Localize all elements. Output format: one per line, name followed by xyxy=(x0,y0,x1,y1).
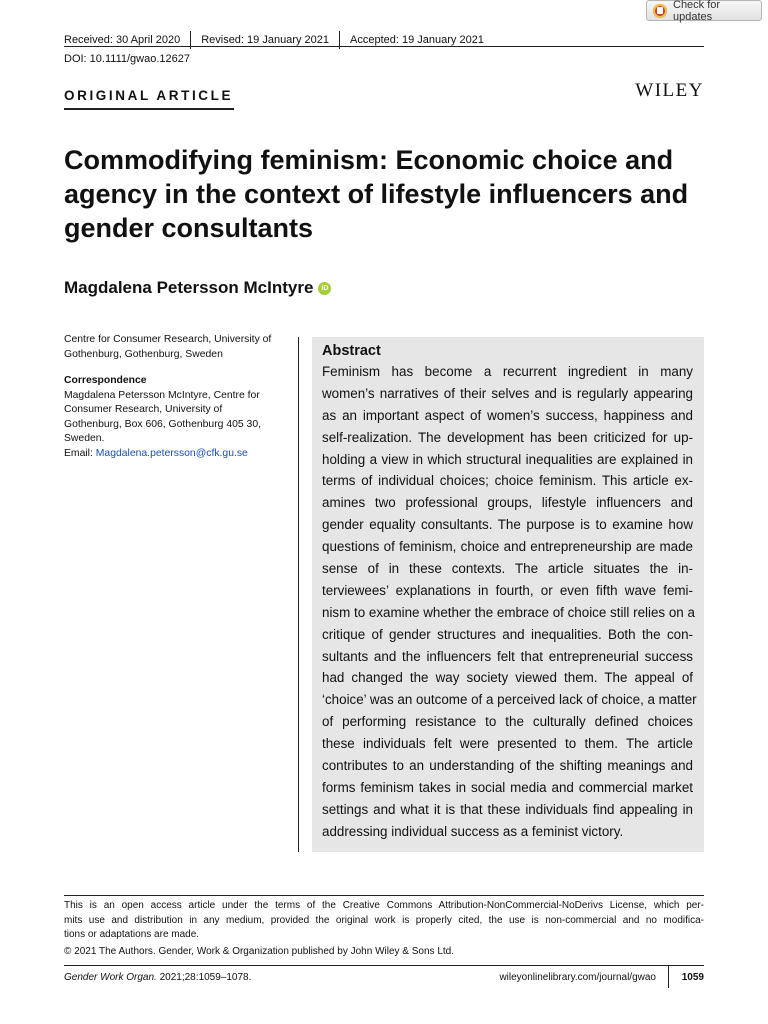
abstract-line: critique of gender structures and inequalities. Both the con- xyxy=(322,626,693,642)
journal-url[interactable]: wileyonlinelibrary.com/journal/gwao xyxy=(499,972,656,983)
abstract-line: holding a view in which structural inequalities are explained in xyxy=(322,451,693,467)
check-for-updates-button[interactable] xyxy=(646,0,762,21)
abstract-line: contributes to an understanding of the shifting meanings and xyxy=(322,758,693,774)
abstract-line: women’s narratives of their selves and is regularly appearing xyxy=(322,385,693,401)
affiliation xyxy=(64,333,292,362)
citation-details: 2021;28:1059–1078. xyxy=(156,972,252,983)
header-rule xyxy=(64,46,704,47)
correspondence xyxy=(64,374,292,461)
abstract-line: sense of in these contexts. The article situates the in- xyxy=(322,561,693,577)
footer-rule xyxy=(64,965,704,966)
abstract-line: sultants and the influencers felt that entrepreneurial success xyxy=(322,648,693,664)
abstract-line: Feminism has become a recurrent ingredient in many xyxy=(322,364,693,379)
correspondence-line: Sweden. xyxy=(64,433,105,444)
correspondence-line: Gothenburg, Box 606, Gothenburg 405 30, xyxy=(64,418,261,430)
license-line: This is an open access article under the terms of the Creative Commons Attribution-NonCommercial-NoDerivs License, which per- xyxy=(64,900,704,911)
author-info-column xyxy=(64,333,292,473)
abstract-line: these individuals felt were presented to them. The article xyxy=(322,736,693,752)
abstract-line: had changed the way society viewed them. The appeal of xyxy=(322,670,693,686)
title-line: agency in the context of lifestyle influencers and xyxy=(64,179,689,209)
abstract-line: nism to examine whether the embrace of choice still relies on a xyxy=(322,604,695,620)
publisher-logo: WILEY xyxy=(635,80,704,101)
column-divider xyxy=(298,337,299,852)
copyright: © 2021 The Authors. Gender, Work & Organization published by John Wiley & Sons Ltd. xyxy=(64,946,454,957)
affiliation-line: Gothenburg, Gothenburg, Sweden xyxy=(64,348,223,360)
article-type: ORIGINAL ARTICLE xyxy=(64,88,234,103)
abstract-line: self-realization. The development has been criticized for up- xyxy=(322,429,693,445)
correspondence-line: Consumer Research, University of xyxy=(64,404,223,415)
journal-citation xyxy=(64,972,251,983)
page-number: 1059 xyxy=(681,972,704,983)
footer-rule xyxy=(64,895,704,896)
abstract-line: settings and what it is that these individuals find appealing in xyxy=(322,801,693,817)
doi[interactable]: DOI: 10.1111/gwao.12627 xyxy=(64,53,190,65)
email-link[interactable]: Magdalena.petersson@cfk.gu.se xyxy=(95,447,248,459)
received-date: Received: 30 April 2020 xyxy=(64,34,181,46)
abstract-line: terviewees’ explanations in fourth, or even fifth wave femi- xyxy=(322,582,693,598)
abstract-line: ‘choice’ was an outcome of a perceived lack of choice, a matter xyxy=(322,692,697,708)
title-line: Commodifying feminism: Economic choice and xyxy=(64,145,674,175)
license-line: mits use and distribution in any medium, provided the original work is properly cited, the use is non-commercial and no modifica- xyxy=(64,914,704,926)
license-line: tions or adaptations are made. xyxy=(64,929,200,940)
abstract-line: addressing individual success as a feminist victory. xyxy=(322,823,624,839)
license-notice xyxy=(64,899,704,943)
abstract-line: of performing resistance to the culturally defined choices xyxy=(322,714,693,730)
abstract-line: questions of feminism, choice and entrepreneurship are made xyxy=(322,539,693,555)
author-name[interactable]: Magdalena Petersson McIntyre xyxy=(64,278,314,297)
correspondence-heading: Correspondence xyxy=(64,375,147,386)
correspondence-line: Magdalena Petersson McIntyre, Centre for xyxy=(64,389,260,401)
affiliation-line: Centre for Consumer Research, University of xyxy=(64,334,272,345)
orcid-icon[interactable]: iD xyxy=(318,282,331,295)
abstract-heading: Abstract xyxy=(322,343,381,359)
page-number-divider xyxy=(668,966,669,988)
abstract-box xyxy=(312,337,704,852)
email-label: Email: xyxy=(64,447,96,459)
crossmark-icon xyxy=(653,4,667,18)
article-type-underline xyxy=(64,108,234,110)
abstract-line: terms of individual choices; choice feminism. This article ex- xyxy=(322,473,693,489)
abstract-line: gender equality consultants. The purpose is to examine how xyxy=(322,517,693,533)
revised-date: Revised: 19 January 2021 xyxy=(201,34,329,46)
abstract-line: amines two professional groups, lifestyle influencers and xyxy=(322,495,693,511)
journal-name: Gender Work Organ. xyxy=(64,972,157,983)
abstract-line: forms feminism takes in social media and commercial market xyxy=(322,779,693,795)
abstract-line: as an important aspect of women’s success, happiness and xyxy=(322,407,693,423)
article-title xyxy=(64,143,714,245)
accepted-date: Accepted: 19 January 2021 xyxy=(350,34,484,46)
check-for-updates-label: Check for updates xyxy=(673,0,721,23)
author xyxy=(64,278,331,298)
title-line: gender consultants xyxy=(64,213,314,243)
abstract-text xyxy=(322,361,697,843)
